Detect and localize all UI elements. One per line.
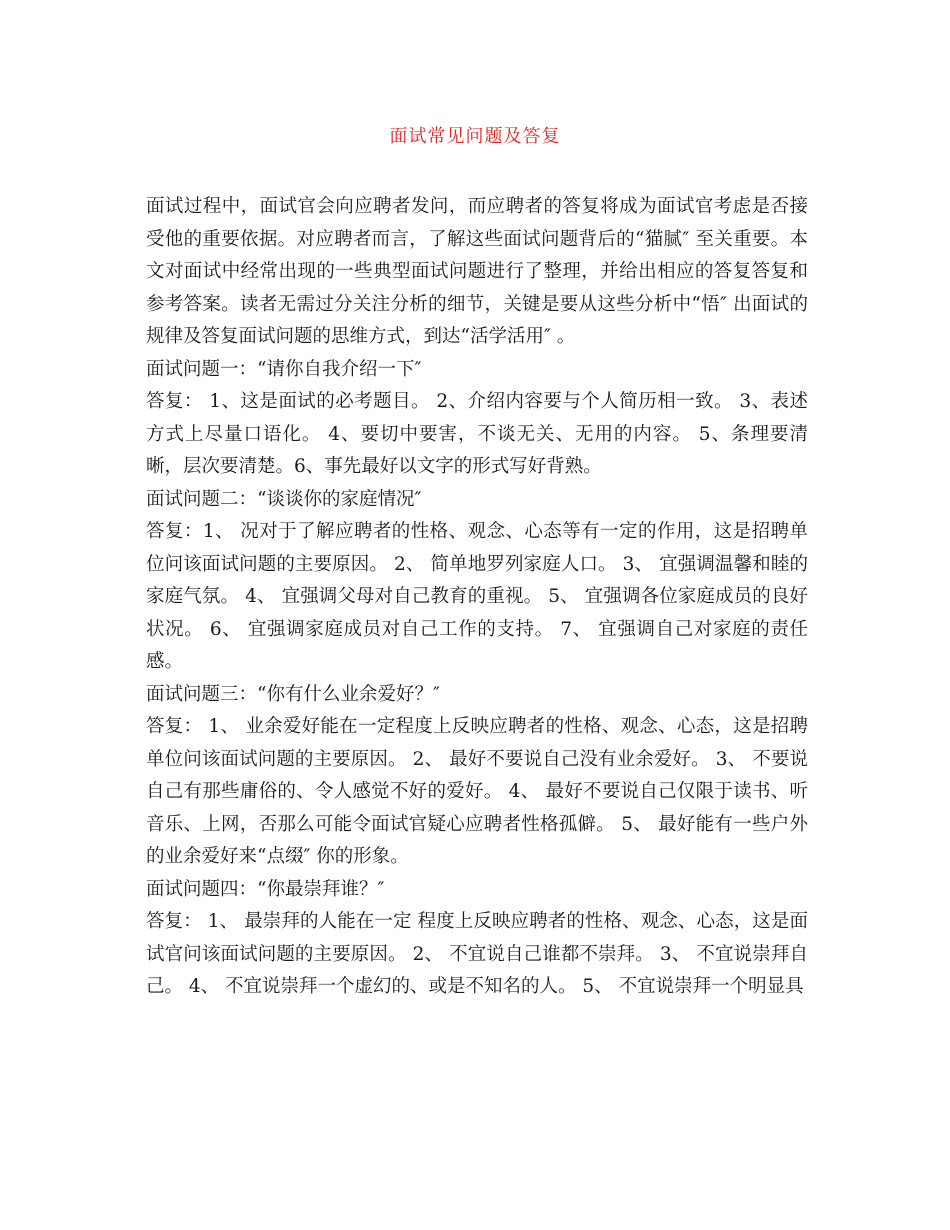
answer-1: 答复： 1、这是面试的必考题目。 2、介绍内容要与个人简历相一致。 3、表述方式上尽量口语化。 4、要切中要害，不谈无关、无用的内容。 5、条理要清晰，层次要清楚。6、事先最好以文字的形式写好背熟。 [146,391,808,477]
question-2: 面试问题二：“谈谈你的家庭情况″ [146,488,422,510]
answer-4: 答复： 1、 最崇拜的人能在一定 程度上反映应聘者的性格、观念、心态，这是面试官问该面试问题的主要原因。 2、 不宜说自己谁都不崇拜。 3、 不宜说崇拜自己。 4、 不宜说崇拜一个虚幻的、或是不知名的人。 5、 不宜说崇拜一个明显具 [146,911,808,997]
document-title: 面试常见问题及答复 [389,126,561,147]
question-1: 面试问题一：“请你自我介绍一下″ [146,358,422,380]
question-3: 面试问题三：“你有什么业余爱好？″ [146,683,440,705]
document-body [146,191,808,1004]
answer-2: 答复：1、 况对于了解应聘者的性格、观念、心态等有一定的作用，这是招聘单位问该面试问题的主要原因。 2、 简单地罗列家庭人口。 3、 宜强调温馨和睦的家庭气氛。 4、 宜强调父母对自己教育的重视。 5、 宜强调各位家庭成员的良好状况。 6、 宜强调家庭成员对自己工作的支持。 7、 宜强调自己对家庭的责任感。 [146,521,808,672]
intro-paragraph: 面试过程中，面试官会向应聘者发问，而应聘者的答复将成为面试官考虑是否接受他的重要依据。对应聘者而言，了解这些面试问题背后的“猫腻″ 至关重要。本文对面试中经常出现的一些典型面试问题进行了整理，并给出相应的答复答复和参考答案。读者无需过分关注分析的细节，关键是要从这些分析中“悟″ 出面试的规律及答复面试问题的思维方式，到达“活学活用″ 。 [146,196,808,347]
question-4: 面试问题四：“你最崇拜谁？″ [146,878,385,900]
answer-3: 答复： 1、 业余爱好能在一定程度上反映应聘者的性格、观念、心态，这是招聘单位问该面试问题的主要原因。 2、 最好不要说自己没有业余爱好。 3、 不要说自己有那些庸俗的、令人感觉不好的爱好。 4、 最好不要说自己仅限于读书、听音乐、上网，否那么可能令面试官疑心应聘者性格孤僻。 5、 最好能有一些户外的业余爱好来“点缀″ 你的形象。 [146,716,808,867]
